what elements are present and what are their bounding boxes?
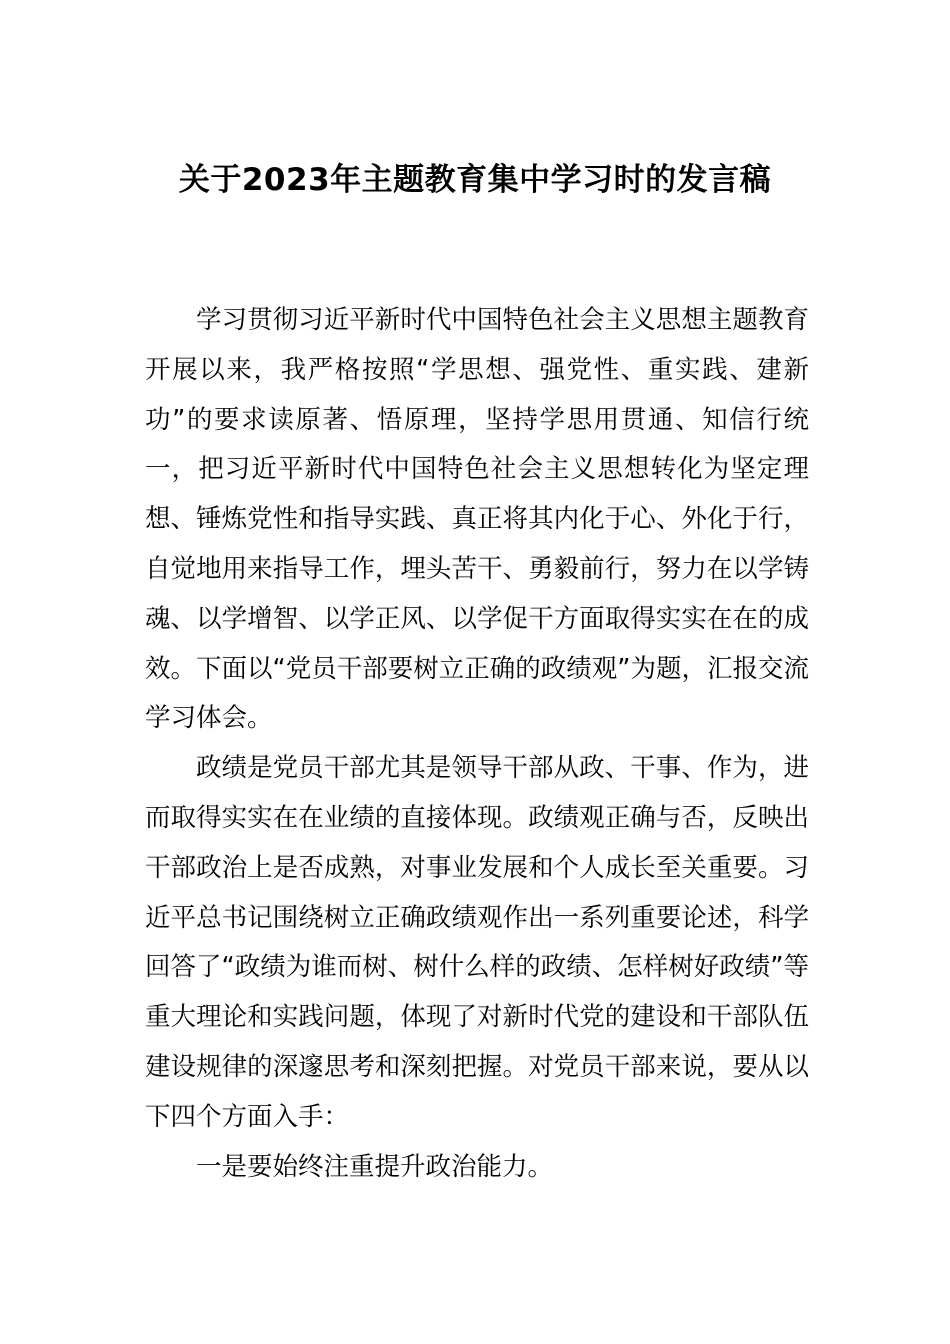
document-body — [145, 296, 809, 1192]
paragraph-point-one: 一是要始终注重提升政治能力。 — [196, 1151, 554, 1182]
paragraph-intro: 学习贯彻习近平新时代中国特色社会主义思想主题教育开展以来，我严格按照“学思想、强党性、重实践、建新功”的要求读原著、悟原理，坚持学思用贯通、知信行统一，把习近平新时代中国特色社会主义思想转化为坚定理想、锤炼党性和指导实践、真正将其内化于心、外化于行，自觉地用来指导工作，埋头苦干、勇毅前行，努力在以学铸魂、以学增智、以学正风、以学促干方面取得实实在在的成效。下面以“党员干部要树立正确的政绩观”为题，汇报交流学习体会。 — [145, 305, 809, 734]
document-title: 关于2023年主题教育集中学习时的发言稿 — [178, 162, 772, 198]
paragraph-achievement: 政绩是党员干部尤其是领导干部从政、干事、作为，进而取得实实在在业绩的直接体现。政绩观正确与否，反映出干部政治上是否成熟，对事业发展和个人成长至关重要。习近平总书记围绕树立正确政绩观作出一系列重要论述，科学回答了“政绩为谁而树、树什么样的政绩、怎样树好政绩”等重大理论和实践问题，体现了对新时代党的建设和干部队伍建设规律的深邃思考和深刻把握。对党员干部来说，要从以下四个方面入手： — [145, 753, 809, 1132]
